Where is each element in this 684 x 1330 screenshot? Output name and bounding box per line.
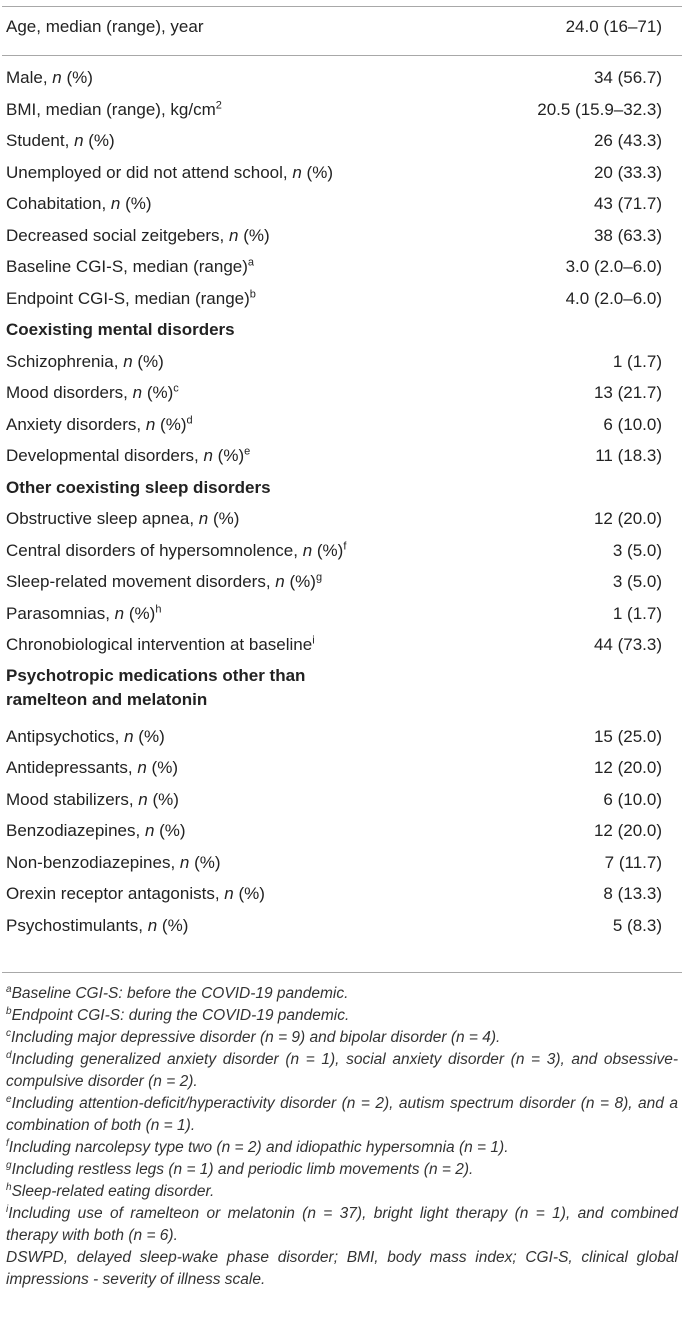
- row-label: Non-benzodiazepines, n (%): [6, 852, 221, 872]
- table-body: [0, 63, 684, 942]
- table-header-rule: [2, 55, 682, 56]
- row-value: 34 (56.7): [593, 68, 662, 87]
- row-value: 3 (5.0): [612, 572, 662, 591]
- table-row: [0, 722, 684, 754]
- footnote: $^e$Including attention-deficit/hyperactivity disorder (n = 2), autism spectrum disorder (n = 8), and a combination of both (n = 1).: [6, 1093, 678, 1134]
- row-label: Chronobiological intervention at baseline$^i$: [6, 634, 315, 654]
- footnote-key: i: [6, 1203, 9, 1215]
- row-value: 5 (8.3): [612, 915, 662, 935]
- row-label: Anxiety disorders, n (%)$^d$: [6, 413, 193, 434]
- table-row: [0, 252, 684, 284]
- row-label: Orexin receptor antagonists, n (%): [6, 884, 265, 903]
- footnote-marker: c: [173, 382, 179, 395]
- row-value: 38 (63.3): [593, 225, 662, 245]
- table-header-row: [0, 12, 684, 44]
- table-bottom-rule: [2, 972, 682, 973]
- table-row: [0, 848, 684, 880]
- footnote: $^i$Including use of ramelteon or melatonin (n = 37), bright light therapy (n = 1), and combined therapy with both (n = 6).: [6, 1203, 678, 1244]
- row-label: Benzodiazepines, n (%): [6, 821, 186, 840]
- row-value: 15 (25.0): [593, 726, 662, 746]
- row-label: Student, n (%): [6, 131, 115, 150]
- table-row: [0, 504, 684, 536]
- row-label: Endpoint CGI-S, median (range)$^b$: [6, 287, 256, 308]
- row-value: 3 (5.0): [612, 540, 662, 560]
- row-value: 1 (1.7): [612, 603, 662, 623]
- row-value: 1 (1.7): [612, 351, 662, 371]
- footnote-key: g: [6, 1159, 12, 1171]
- table-row: [0, 63, 684, 95]
- row-value: 20 (33.3): [593, 162, 662, 182]
- table-row: [0, 536, 684, 568]
- row-value: 4.0 (2.0–6.0): [565, 288, 662, 308]
- footnote: $^c$Including major depressive disorder (n = 9) and bipolar disorder (n = 4).: [6, 1027, 501, 1046]
- section-heading-label: Other coexisting sleep disorders: [6, 477, 271, 497]
- footnote-marker: b: [249, 287, 256, 300]
- footnote: $^h$Sleep-related eating disorder.: [6, 1181, 215, 1200]
- row-label: Unemployed or did not attend school, n (%): [6, 162, 333, 182]
- row-value: 8 (13.3): [603, 884, 662, 903]
- table-row: [0, 567, 684, 599]
- section-heading-label: Psychotropic medications other than ramelteon and melatonin: [6, 665, 306, 709]
- footnote-key: h: [6, 1181, 12, 1193]
- table-row: [0, 630, 684, 662]
- footnote-marker: a: [247, 256, 255, 269]
- header-value: 24.0 (16–71): [565, 17, 662, 36]
- footnote-key: a: [6, 983, 12, 995]
- row-label: Central disorders of hypersomnolence, n (%)$^f$: [6, 539, 347, 560]
- row-value: 3.0 (2.0–6.0): [565, 257, 662, 276]
- row-value: 13 (21.7): [593, 383, 662, 402]
- table-row: [0, 753, 684, 785]
- table-row: [0, 347, 684, 379]
- table-row: [0, 785, 684, 817]
- footnote: $^a$Baseline CGI-S: before the COVID-19 pandemic.: [6, 983, 349, 1002]
- row-label: Psychostimulants, n (%): [6, 915, 189, 935]
- section-heading: [0, 315, 684, 347]
- row-value: 12 (20.0): [593, 758, 662, 777]
- footnote: $^g$Including restless legs (n = 1) and periodic limb movements (n = 2).: [6, 1159, 474, 1178]
- row-label: Parasomnias, n (%)$^h$: [6, 602, 162, 623]
- row-value: 12 (20.0): [593, 509, 662, 528]
- table-row: [0, 189, 684, 221]
- row-value: 12 (20.0): [593, 821, 662, 840]
- footnote-key: b: [6, 1005, 12, 1017]
- row-value: 7 (11.7): [604, 852, 662, 872]
- row-value: 6 (10.0): [603, 414, 662, 434]
- row-label: Baseline CGI-S, median (range)$^a$: [6, 256, 255, 276]
- footnote-key: c: [6, 1027, 11, 1039]
- row-label: Mood disorders, n (%)$^c$: [6, 382, 179, 402]
- section-heading-label: Coexisting mental disorders: [6, 320, 235, 339]
- footnote: $^d$Including generalized anxiety disorder (n = 1), social anxiety disorder (n = 3), and obsessive-compulsive disorder (n = 2).: [6, 1049, 678, 1090]
- row-value: 11 (18.3): [595, 446, 662, 465]
- row-label: Antidepressants, n (%): [6, 758, 178, 777]
- row-label: Obstructive sleep apnea, n (%): [6, 509, 240, 528]
- row-value: 44 (73.3): [593, 635, 662, 654]
- footnote-key: f: [6, 1137, 9, 1149]
- row-label: Antipsychotics, n (%): [6, 726, 165, 746]
- row-label: Sleep-related movement disorders, n (%)$^g$: [6, 571, 323, 591]
- row-label: Mood stabilizers, n (%): [6, 789, 179, 809]
- row-value: 20.5 (15.9–32.3): [537, 99, 662, 119]
- table-row: [0, 126, 684, 158]
- footnote-marker: i: [312, 634, 315, 647]
- table-row: [0, 95, 684, 127]
- row-label: Schizophrenia, n (%): [6, 351, 164, 371]
- table-row: [0, 284, 684, 316]
- table-row: [0, 221, 684, 253]
- section-heading: [0, 473, 684, 505]
- table-row: [0, 410, 684, 442]
- row-label: Cohabitation, n (%): [6, 194, 152, 213]
- footnote-key: e: [6, 1093, 12, 1105]
- section-heading: [0, 662, 684, 722]
- table-top-rule: [2, 6, 682, 7]
- row-label: BMI, median (range), $kg/cm^2$: [6, 98, 222, 119]
- table-footnotes: [6, 983, 678, 1291]
- table-row: [0, 599, 684, 631]
- row-value: 43 (71.7): [593, 194, 662, 213]
- table-row: [0, 158, 684, 190]
- footnote-marker: d: [186, 413, 193, 426]
- footnote-marker: e: [244, 445, 251, 458]
- table-row: [0, 816, 684, 848]
- footnote-marker: f: [343, 539, 347, 552]
- table-row: [0, 378, 684, 410]
- row-value: 26 (43.3): [593, 131, 662, 150]
- row-label: Developmental disorders, n (%)$^e$: [6, 445, 251, 465]
- row-label: Male, n (%): [6, 68, 93, 87]
- row-label: Decreased social zeitgebers, n (%): [6, 225, 270, 245]
- footnote-marker: g: [315, 571, 323, 584]
- footnote-marker: 2: [215, 98, 222, 111]
- footnote: $^b$Endpoint CGI-S: during the COVID-19 pandemic.: [6, 1005, 350, 1024]
- footnote: DSWPD, delayed sleep-wake phase disorder; BMI, body mass index; CGI-S, clinical global impressions - severity of illness scale.: [6, 1249, 678, 1288]
- footnote: $^f$Including narcolepsy type two (n = 2) and idiopathic hypersomnia (n = 1).: [6, 1137, 509, 1156]
- table-row: [0, 441, 684, 473]
- header-label: Age, median (range), year: [6, 17, 204, 36]
- footnote-marker: h: [155, 602, 162, 615]
- table-row: [0, 879, 684, 911]
- footnote-key: d: [6, 1049, 12, 1061]
- table-row: [0, 911, 684, 943]
- row-value: 6 (10.0): [603, 789, 662, 809]
